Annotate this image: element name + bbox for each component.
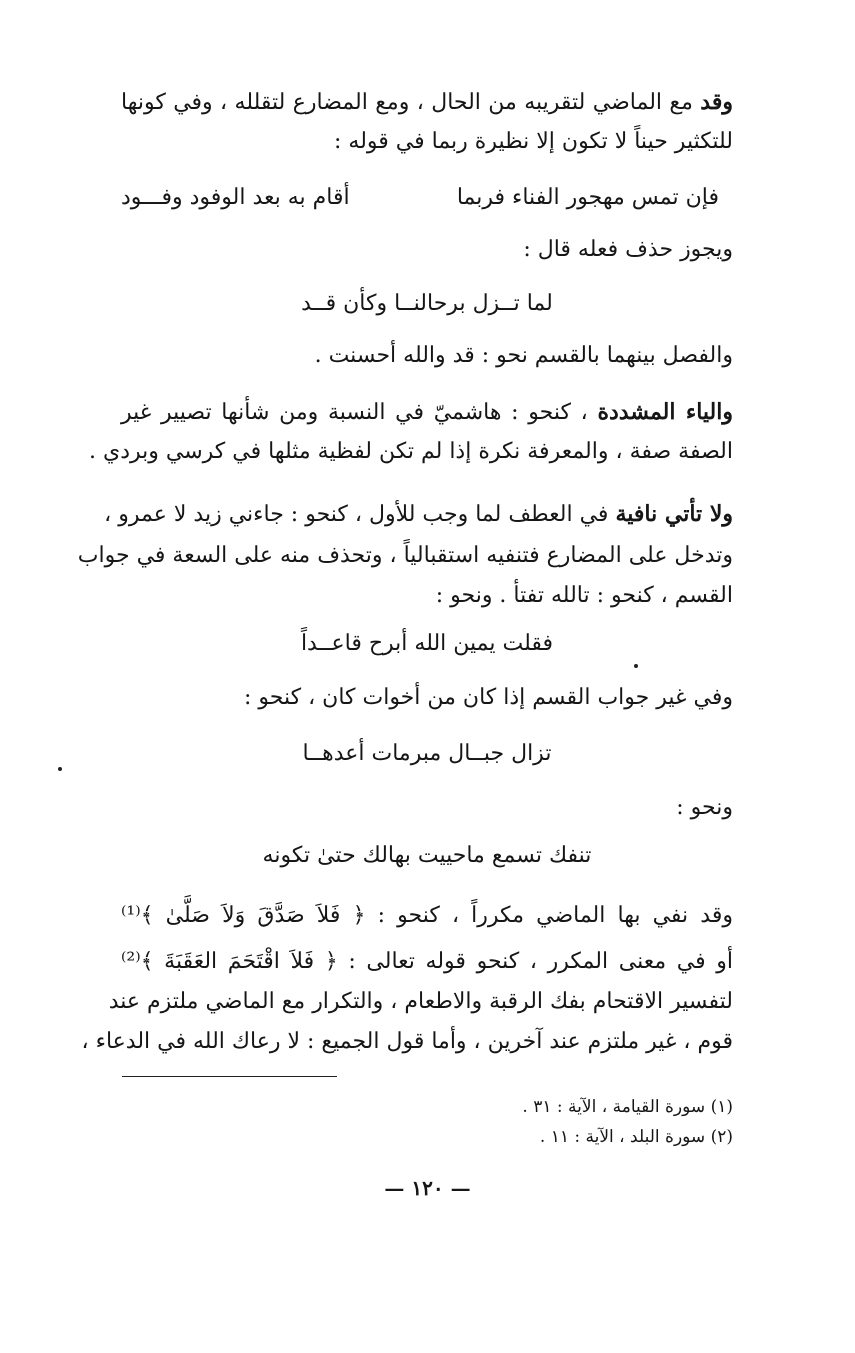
text-line-2: للتكثير حيناً لا تكون إلا نظيرة ربما في قوله : [334, 129, 733, 154]
term-ya-mushaddada: والياء المشددة [597, 399, 733, 425]
verse-line-1 [121, 180, 733, 216]
text-line-19: لتفسير الاقتحام بفك الرقبة والاطعام ، والتكرار مع الماضي ملتزم عند [108, 989, 733, 1014]
page-number: — ١٢٠ — [384, 1176, 471, 1200]
text-line-1: وقد مع الماضي لتقريبه من الحال ، ومع المضارع لتقلله ، وفي كونها [121, 89, 733, 115]
text-line-20: قوم ، غير ملتزم عند آخرين ، وأما قول الجميع : لا رعاك الله في الدعاء ، [81, 1029, 733, 1054]
text-line-10: وتدخل على المضارع فتنفيه استقبالياً ، وتحذف منه على السعة في جواب [77, 543, 733, 568]
verse-line-5: تنفك تسمع ماحييت بهالك حتىٰ تكونه [262, 843, 592, 868]
text-line-9: ولا تأتي نافية في العطف لما وجب للأول ، كنحو : جاءني زيد لا عمرو ، [104, 501, 733, 527]
text-line-6: والفصل بينهما بالقسم نحو : قد والله أحسنت . [314, 343, 733, 368]
text-line-18: أو في معنى المكرر ، كنحو قوله تعالى : ﴿ فَلاَ اقْتَحَمَ العَقَبَةَ ﴾⁽²⁾ [121, 949, 733, 974]
text-line-7: والياء المشددة ، كنحو : هاشميّ في النسبة ومن شأنها تصيير غير [121, 399, 733, 425]
verse-hemistich-b: أقام به بعد الوفود وفـــود [121, 185, 350, 210]
term-la-nafiya: ولا تأتي نافية [615, 501, 733, 527]
term-qad: وقد [700, 89, 733, 115]
stray-dot [634, 664, 638, 668]
verse-line-4: تزال جبــال مبرمات أعدهــا [302, 741, 552, 766]
footnote-separator [122, 1076, 337, 1077]
footnote-1: (١) سورة القيامة ، الآية : ٣١ . [522, 1097, 733, 1117]
footnote-2: (٢) سورة البلد ، الآية : ١١ . [539, 1127, 733, 1147]
verse-hemistich-a: فإن تمس مهجور الفناء فربما [456, 185, 719, 210]
stray-dot [58, 767, 62, 771]
text-line-17: وقد نفي بها الماضي مكرراً ، كنحو : ﴿ فَلاَ صَدَّقَ وَلاَ صَلَّىٰ ﴾⁽¹⁾ [121, 903, 733, 928]
text-line-15: ونحو : [676, 795, 733, 820]
verse-line-2: لما تــزل برحالنــا وكأن قــد [301, 291, 553, 316]
verse-line-3: فقلت يمين الله أبرح قاعــداً [300, 631, 554, 656]
text-line-11: القسم ، كنحو : تالله تفتأ . ونحو : [435, 583, 733, 608]
text-line-4: ويجوز حذف فعله قال : [523, 237, 733, 262]
text-line-8: الصفة صفة ، والمعرفة نكرة إذا لم تكن لفظية مثلها في كرسي وبردي . [89, 439, 733, 464]
text-line-13: وفي غير جواب القسم إذا كان من أخوات كان ، كنحو : [244, 685, 733, 710]
